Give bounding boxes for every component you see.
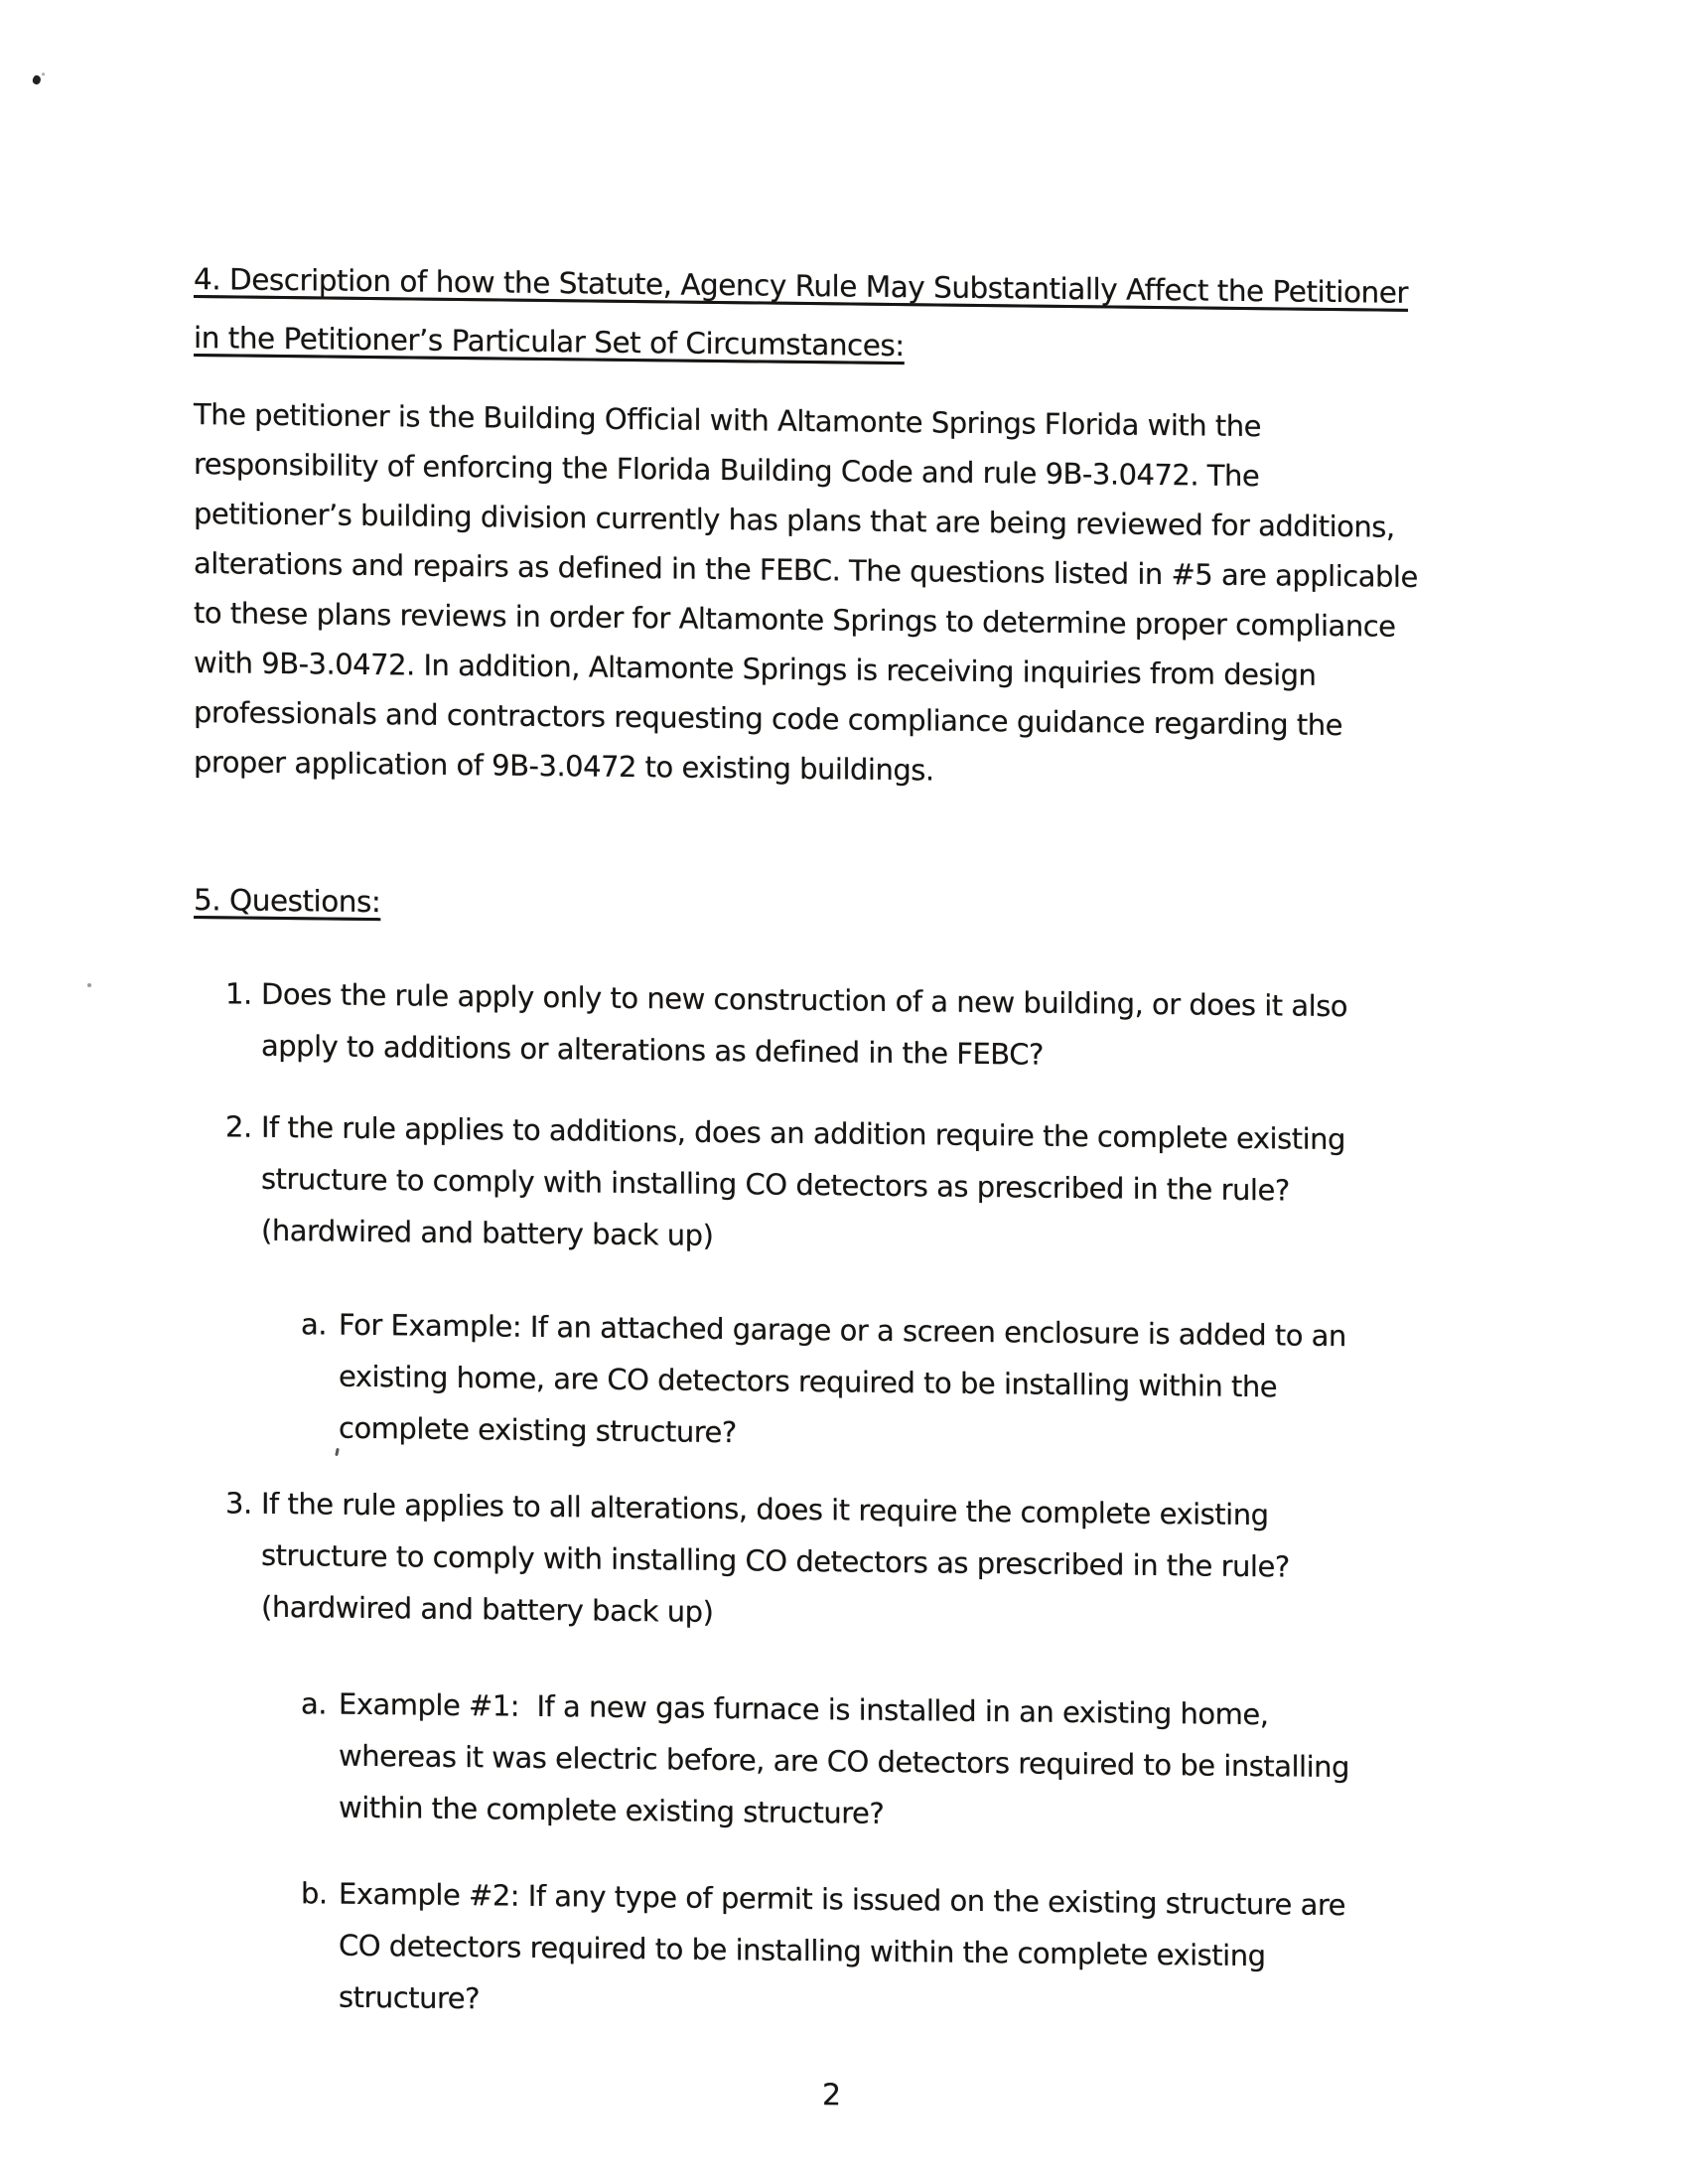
question-3-subitem-a-text: Example #1: If a new gas furnace is installed in an existing home, whereas it was electric before, are CO detectors required to be installing within the complete existing structure?: [339, 1686, 1349, 1830]
section4-paragraph: The petitioner is the Building Official with Altamonte Springs Florida with the responsibility of enforcing the Florida Building Code and rule 9B-3.0472. The petitioner’s building division currently has plans that are being reviewed for additions, alterations and repairs as defined in the FEBC. The questions listed in #5 are applicable to these plans reviews in order for Altamonte Springs to determine proper compliance with 9B-3.0472. In addition, Altamonte Springs is receiving inquiries from design professionals and contractors requesting code compliance guidance regarding the proper application of 9B-3.0472 to existing buildings.: [194, 397, 1418, 788]
document-content: [194, 250, 1614, 2113]
question-3-subitem-b: [194, 1866, 1614, 2037]
question-2-subitem-a-text: For Example: If an attached garage or a screen enclosure is added to an existing home, are CO detectors required to be installing within the complete existing structure?: [339, 1307, 1346, 1450]
question-3-number: 3.: [225, 1486, 252, 1521]
question-1: [194, 967, 1614, 1087]
question-2-text: If the rule applies to additions, does an addition require the complete existing structure to comply with installing CO detectors as prescribed in the rule? (hardwired and battery back up): [261, 1109, 1345, 1252]
scan-speck: [31, 74, 42, 86]
question-3-subitem-a-number: a.: [301, 1686, 327, 1721]
question-2-number: 2.: [225, 1109, 252, 1144]
question-1-number: 1.: [225, 976, 252, 1011]
page-number: 2: [822, 2078, 841, 2113]
question-2: [194, 1100, 1614, 1271]
section5-heading: 5. Questions:: [194, 883, 381, 920]
question-3-subitem-a: [194, 1676, 1614, 1847]
scan-speck: [87, 983, 91, 987]
question-2-subitem-a: [194, 1297, 1614, 1468]
question-2-subitem-a-number: a.: [301, 1307, 327, 1342]
question-1-text: Does the rule apply only to new construction of a new building, or does it also apply to additions or alterations as defined in the FEBC?: [261, 976, 1348, 1072]
question-3-subitem-b-number: b.: [301, 1876, 328, 1911]
section4-heading: 4. Description of how the Statute, Agency Rule May Substantially Affect the Petitioner in the Petitioner’s Particular Set of Circumstances:: [194, 262, 1408, 364]
question-3: [194, 1477, 1614, 1648]
question-3-subitem-b-text: Example #2: If any type of permit is issued on the existing structure are CO detectors required to be installing within the complete existing structure?: [339, 1876, 1345, 2016]
question-3-text: If the rule applies to all alterations, does it require the complete existing structure to comply with installing CO detectors as prescribed in the rule? (hardwired and battery back up): [261, 1486, 1290, 1629]
